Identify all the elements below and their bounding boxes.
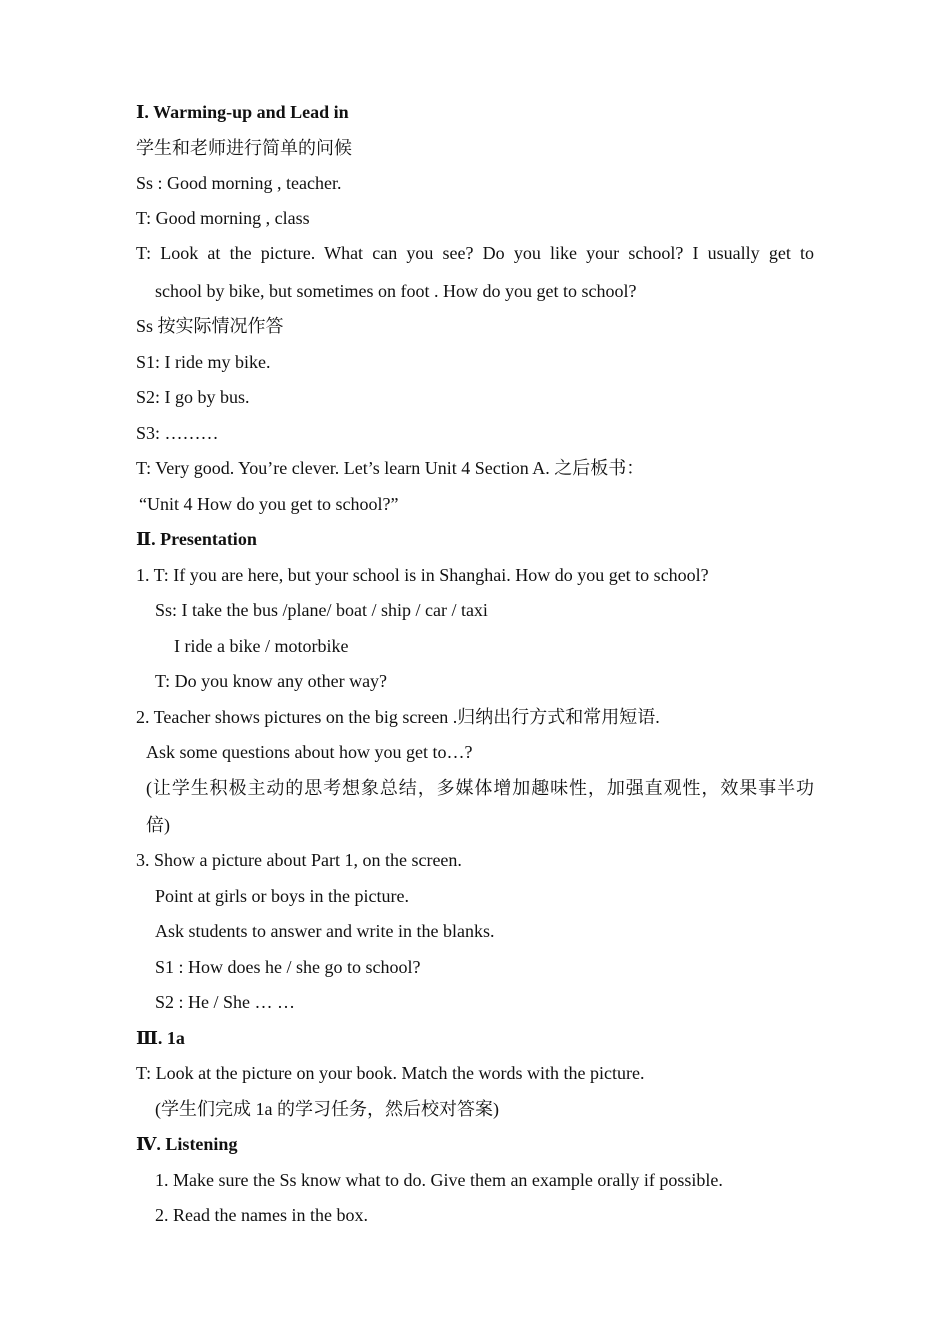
text-line: T: Good morning , class — [136, 208, 310, 228]
text-line: Point at girls or boys in the picture. — [155, 886, 409, 906]
text-line: Ss 按实际情况作答 — [136, 316, 284, 336]
text-line: 3. Show a picture about Part 1, on the screen. — [136, 850, 462, 870]
text-line: S3: ……… — [136, 423, 219, 443]
text-line: T: Do you know any other way? — [155, 671, 388, 691]
section-heading-warming-up: Ⅰ. Warming-up and Lead in — [136, 102, 349, 122]
text-line: T: Very good. You’re clever. Let’s learn Unit 4 Section A. 之后板书： — [136, 458, 645, 478]
text-line: Ask some questions about how you get to…? — [146, 742, 473, 762]
text-line: (让学生积极主动的思考想象总结，多媒体增加趣味性，加强直观性，效果事半功 — [146, 778, 814, 798]
text-line: S2 : He / She … … — [155, 992, 296, 1012]
text-line: “Unit 4 How do you get to school?” — [139, 494, 399, 514]
text-line: 学生和老师进行简单的问候 — [136, 138, 352, 158]
text-line: S1: I ride my bike. — [136, 352, 271, 372]
section-heading-1a: Ⅲ. 1a — [136, 1028, 185, 1048]
section-heading-listening: Ⅳ. Listening — [136, 1134, 238, 1154]
text-line: 1. Make sure the Ss know what to do. Give them an example orally if possible. — [155, 1170, 723, 1190]
text-line: (学生们完成 1a 的学习任务，然后校对答案) — [155, 1099, 499, 1119]
section-heading-presentation: Ⅱ. Presentation — [136, 529, 257, 549]
text-line: Ss : Good morning , teacher. — [136, 173, 342, 193]
text-line: T: Look at the picture on your book. Match the words with the picture. — [136, 1063, 645, 1083]
text-line: 2. Teacher shows pictures on the big screen .归纳出行方式和常用短语. — [136, 707, 660, 727]
text-line: 倍) — [146, 815, 170, 835]
text-line: S2: I go by bus. — [136, 387, 250, 407]
text-line: Ss: I take the bus /plane/ boat / ship / car / taxi — [155, 600, 488, 620]
text-line: 1. T: If you are here, but your school is in Shanghai. How do you get to school? — [136, 565, 709, 585]
text-line: I ride a bike / motorbike — [174, 636, 349, 656]
text-line: 2. Read the names in the box. — [155, 1205, 368, 1225]
text-line: S1 : How does he / she go to school? — [155, 957, 421, 977]
text-line: Ask students to answer and write in the blanks. — [155, 921, 495, 941]
text-line: T: Look at the picture. What can you see? Do you like your school? I usually get to — [136, 243, 814, 263]
text-line: school by bike, but sometimes on foot . How do you get to school? — [155, 281, 637, 301]
